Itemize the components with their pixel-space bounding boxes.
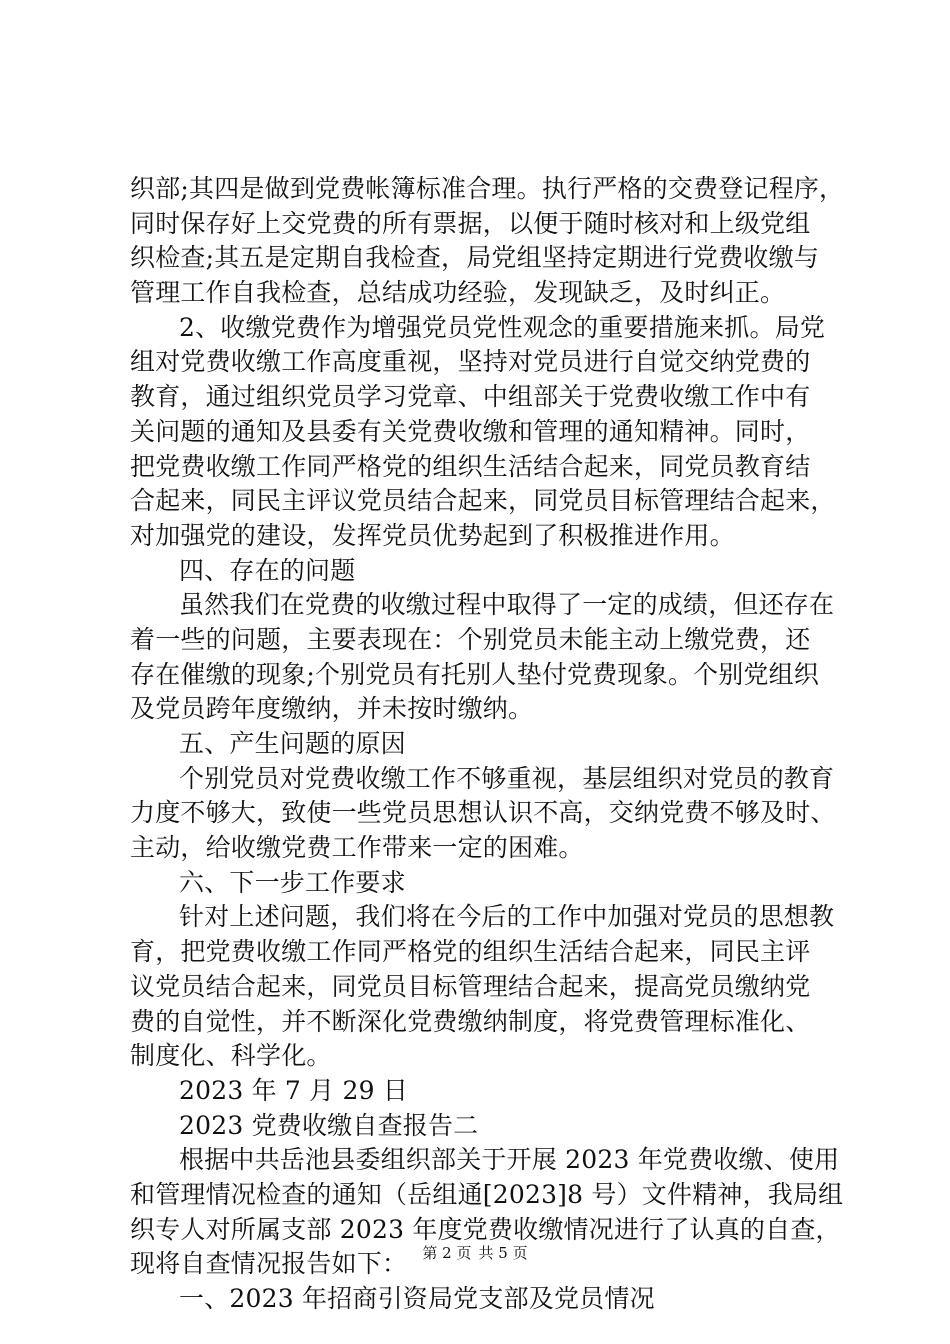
text-line: 力度不够大，致使一些党员思想认识不高，交纳党费不够及时、	[130, 798, 836, 828]
text-line: 及党员跨年度缴纳，并未按时缴纳。	[130, 694, 534, 724]
text-line: 费的自觉性，并不断深化党费缴纳制度，将党费管理标准化、	[130, 1006, 811, 1036]
text-line: 育，把党费收缴工作同严格党的组织生活结合起来，同民主评	[130, 937, 811, 967]
text-line: 织部;其四是做到党费帐簿标准合理。执行严格的交费登记程序，	[130, 174, 845, 203]
section-heading: 五、产生问题的原因	[179, 729, 406, 758]
text-line: 议党员结合起来，同党员目标管理结合起来，提高党员缴纳党	[130, 971, 811, 1001]
text-line: 根据中共岳池县委组织部关于开展 2023 年党费收缴、使用	[179, 1145, 840, 1175]
report-title: 2023 党费收缴自查报告二	[179, 1110, 479, 1140]
text-line: 存在催缴的现象;个别党员有托别人垫付党费现象。个别党组织	[130, 659, 820, 689]
document-body	[130, 172, 845, 1317]
text-line: 着一些的问题，主要表现在：个别党员未能主动上缴党费，还	[130, 624, 811, 654]
text-line: 和管理情况检查的通知（岳组通[2023]8 号）文件精神，我局组	[130, 1179, 844, 1209]
text-line: 2、收缴党费作为增强党员党性观念的重要措施来抓。局党	[179, 312, 826, 342]
text-line: 织检查;其五是定期自我检查，局党组坚持定期进行党费收缴与	[130, 243, 820, 273]
text-line: 管理工作自我检查，总结成功经验，发现缺乏，及时纠正。	[130, 278, 786, 308]
section-heading: 四、存在的问题	[179, 555, 356, 585]
page-number: 第 2 页	[422, 1244, 472, 1262]
text-line: 虽然我们在党费的收缴过程中取得了一定的成绩，但还存在	[179, 590, 835, 620]
text-line: 关问题的通知及县委有关党费收缴和管理的通知精神。同时，	[130, 416, 811, 446]
text-line: 把党费收缴工作同严格党的组织生活结合起来，同党员教育结	[130, 451, 811, 481]
text-line: 对加强党的建设，发挥党员优势起到了积极推进作用。	[130, 520, 735, 550]
text-line: 合起来，同民主评议党员结合起来，同党员目标管理结合起来，	[130, 486, 836, 516]
section-heading: 六、下一步工作要求	[179, 867, 406, 897]
text-line: 现将自查情况报告如下：	[130, 1249, 408, 1279]
text-line: 教育，通过组织党员学习党章、中组部关于党费收缴工作中有	[130, 382, 811, 412]
text-line: 个别党员对党费收缴工作不够重视，基层组织对党员的教育	[179, 763, 835, 793]
page-total: 共 5 页	[478, 1244, 528, 1262]
text-line: 组对党费收缴工作高度重视，坚持对党员进行自觉交纳党费的	[130, 347, 811, 377]
text-line: 针对上述问题，我们将在今后的工作中加强对党员的思想教	[179, 902, 835, 932]
date-line: 2023 年 7 月 29 日	[179, 1075, 409, 1105]
text-line: 主动，给收缴党费工作带来一定的困难。	[130, 833, 584, 863]
text-line: 织专人对所属支部 2023 年度党费收缴情况进行了认真的自查，	[130, 1214, 841, 1244]
page-footer	[0, 1243, 950, 1263]
section-heading: 一、2023 年招商引资局党支部及党员情况	[179, 1284, 655, 1313]
text-line: 制度化、科学化。	[130, 1041, 332, 1071]
text-line: 同时保存好上交党费的所有票据，以便于随时核对和上级党组	[130, 208, 811, 238]
